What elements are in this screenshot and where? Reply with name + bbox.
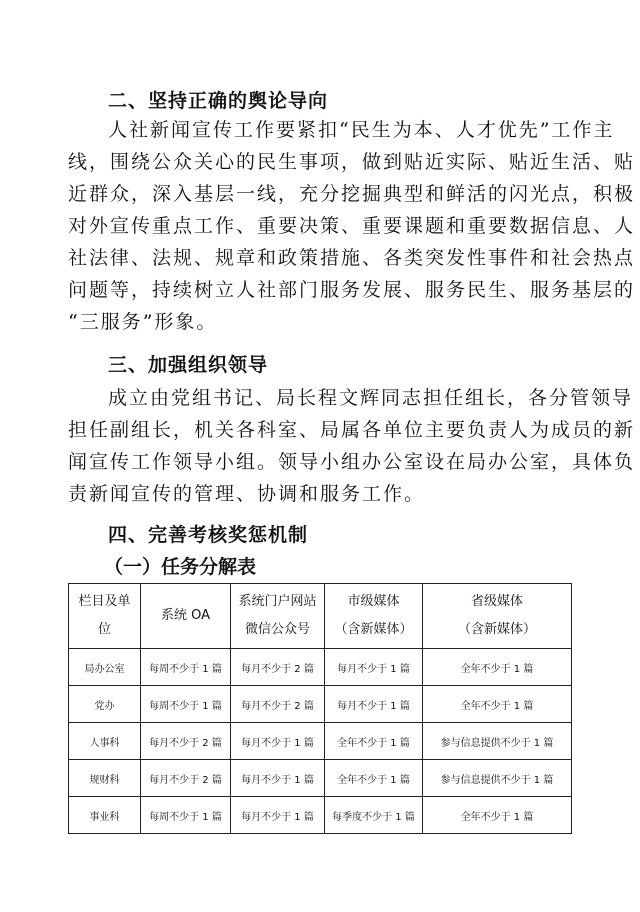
table-cell: 全年不少于 1 篇 bbox=[325, 723, 423, 760]
header-system-oa-line: 系统 OA bbox=[160, 608, 211, 623]
table-cell: 参与信息提供不少于 1 篇 bbox=[423, 723, 572, 760]
header-portal-wechat bbox=[231, 584, 325, 649]
table-cell: 每月不少于 1 篇 bbox=[325, 686, 423, 723]
header-province-media-line: 省级媒体 bbox=[470, 594, 523, 609]
task-breakdown-table bbox=[68, 583, 572, 834]
header-province-media-line: （含新媒体） bbox=[457, 622, 536, 637]
header-province-media bbox=[423, 584, 572, 649]
table-cell: 每月不少于 1 篇 bbox=[231, 723, 325, 760]
table-cell: 每周不少于 1 篇 bbox=[141, 686, 231, 723]
table-cell: 全年不少于 1 篇 bbox=[325, 760, 423, 797]
table-cell: 每月不少于 2 篇 bbox=[141, 723, 231, 760]
table-row bbox=[69, 797, 572, 834]
table-cell: 全年不少于 1 篇 bbox=[423, 797, 572, 834]
section-2-line: 社法律、法规、规章和政策措施、各类突发性事件和社会热点 bbox=[68, 247, 636, 269]
header-unit-line: 栏目及单 bbox=[78, 594, 131, 609]
section-2-line: 线，围绕公众关心的民生事项，做到贴近实际、贴近生活、贴 bbox=[68, 151, 636, 173]
table-cell: 参与信息提供不少于 1 篇 bbox=[423, 760, 572, 797]
header-city-media-line: （含新媒体） bbox=[334, 622, 413, 637]
table-cell: 局办公室 bbox=[69, 649, 141, 686]
section-2-heading: 二、坚持正确的舆论导向 bbox=[108, 90, 329, 112]
section-4-heading: 四、完善考核奖惩机制 bbox=[108, 524, 309, 546]
table-cell: 全年不少于 1 篇 bbox=[423, 649, 572, 686]
table-cell: 全年不少于 1 篇 bbox=[423, 686, 572, 723]
header-unit bbox=[69, 584, 141, 649]
header-city-media-line: 市级媒体 bbox=[347, 594, 400, 609]
table-cell: 每周不少于 1 篇 bbox=[141, 797, 231, 834]
table-cell: 每月不少于 2 篇 bbox=[141, 760, 231, 797]
section-3-line: 责新闻宣传的管理、协调和服务工作。 bbox=[68, 483, 426, 505]
header-system-oa bbox=[141, 584, 231, 649]
table-cell: 规财科 bbox=[69, 760, 141, 797]
table-cell: 每季度不少于 1 篇 bbox=[325, 797, 423, 834]
section-2-line: 问题等，持续树立人社部门服务发展、服务民生、服务基层的 bbox=[68, 279, 636, 301]
table-cell: 每周不少于 1 篇 bbox=[141, 649, 231, 686]
section-2-line: 近群众，深入基层一线，充分挖掘典型和鲜活的闪光点，积极 bbox=[68, 183, 636, 205]
task-table-title: （一）任务分解表 bbox=[104, 556, 257, 578]
table-cell: 事业科 bbox=[69, 797, 141, 834]
table-row bbox=[69, 723, 572, 760]
section-2-line: 对外宣传重点工作、重要决策、重要课题和重要数据信息、人 bbox=[68, 215, 636, 237]
table-cell: 人事科 bbox=[69, 723, 141, 760]
section-3-line: 成立由党组书记、局长程文辉同志担任组长，各分管领导 bbox=[108, 387, 634, 409]
table-cell: 党办 bbox=[69, 686, 141, 723]
header-portal-wechat-line: 系统门户网站 bbox=[238, 594, 317, 609]
table-cell: 每月不少于 2 篇 bbox=[231, 649, 325, 686]
header-portal-wechat-line: 微信公众号 bbox=[244, 622, 310, 637]
table-row bbox=[69, 760, 572, 797]
table-cell: 每月不少于 1 篇 bbox=[325, 649, 423, 686]
header-city-media bbox=[325, 584, 423, 649]
section-2-line: “三服务”形象。 bbox=[68, 311, 218, 333]
table-cell: 每月不少于 1 篇 bbox=[231, 797, 325, 834]
section-3-line: 闻宣传工作领导小组。领导小组办公室设在局办公室，具体负 bbox=[68, 451, 636, 473]
table-row bbox=[69, 649, 572, 686]
table-row bbox=[69, 686, 572, 723]
table-cell: 每月不少于 1 篇 bbox=[231, 760, 325, 797]
table-cell: 每月不少于 2 篇 bbox=[231, 686, 325, 723]
section-3-line: 担任副组长，机关各科室、局属各单位主要负责人为成员的新 bbox=[68, 419, 636, 441]
section-2-line: 人社新闻宣传工作要紧扣“民生为本、人才优先”工作主 bbox=[108, 119, 615, 141]
table-header-row bbox=[69, 584, 572, 649]
section-3-heading: 三、加强组织领导 bbox=[108, 354, 269, 376]
header-unit-line: 位 bbox=[97, 622, 111, 637]
